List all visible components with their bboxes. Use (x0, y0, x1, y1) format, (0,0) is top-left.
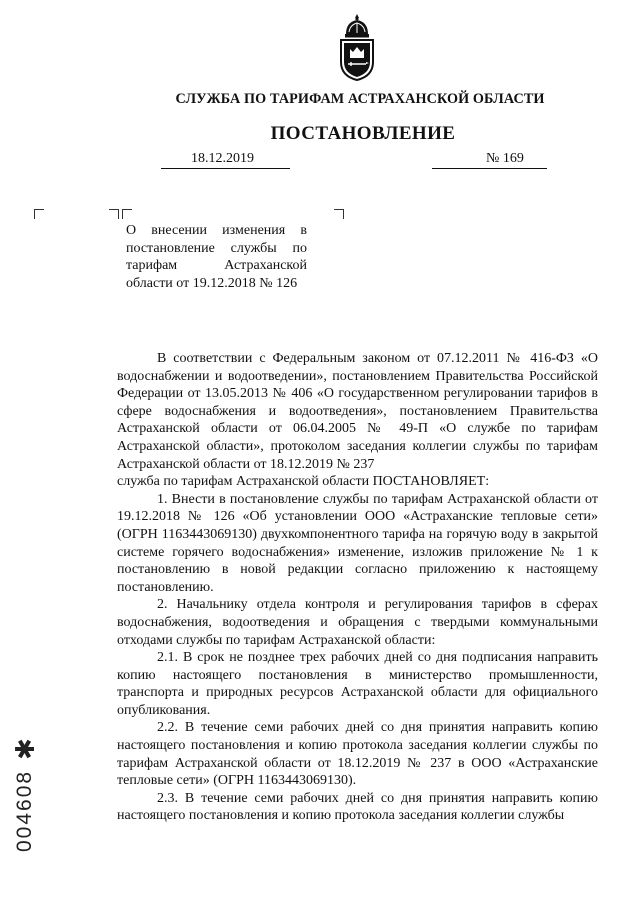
document-type-title: ПОСТАНОВЛЕНИЕ (270, 123, 456, 144)
margin-registration-stamp (10, 722, 40, 852)
document-body (117, 350, 598, 825)
body-subparagraph: 2.2. В течение семи рабочих дней со дня принятия направить копию настоящего постановления и копию протокола заседания коллегии службы по тарифам Астраханской области от 18.12.2019 № 237 в ООО «Астраханские тепловые сети» (ОГРН 1163443069130). (117, 720, 598, 789)
body-subparagraph: 2.3. В течение семи рабочих дней со дня принятия направить копию настоящего постановления и копию протокола заседания коллегии службы (117, 790, 598, 824)
coat-of-arms-icon (334, 12, 380, 82)
stamp-code: 004608 (13, 769, 36, 852)
document-number-field (432, 151, 547, 169)
subject-line: постановление службы по (126, 240, 307, 256)
body-paragraph: 1. Внести в постановление службы по тарифам Астраханской области от 19.12.2018 № 126 «Об установлении ООО «Астраханские тепловые сети» (ОГРН 1163443069130) двухкомпонентного тарифа на горячую воду в закрытой системе горячего водоснабжения» изменение, изложив приложение № 1 к постановлению в новой редакции согласно приложению к настоящему постановлению. (117, 491, 598, 595)
document-date: 18.12.2019 (191, 151, 254, 166)
bracket-corner-top-right (334, 209, 344, 219)
subject-line: области от 19.12.2018 № 126 (126, 275, 298, 291)
body-paragraph: 2. Начальнику отдела контроля и регулирования тарифов в сферах водоснабжения, водоотведения и обращения с твердыми коммунальными отходами службы по тарифам Астраханской области: (117, 597, 598, 648)
body-paragraph: В соответствии с Федеральным законом от 07.12.2011 № 416-ФЗ «О водоснабжении и водоотведении», постановлением Правительства Российской Федерации от 13.05.2013 № 406 «О государственном регулировании тарифов в сфере водоснабжения и водоотведения», постановлением Правительства Астраханской области от 06.04.2005 № 49-П «О службе по тарифам Астраханской области», протоколом заседания коллегии службы по тарифам Астраханской области от 18.12.2019 № 237 (117, 351, 598, 472)
bracket-corner-top-left (122, 209, 132, 219)
asterisk-icon: ✱ (10, 736, 40, 760)
organization-name: СЛУЖБА ПО ТАРИФАМ АСТРАХАНСКОЙ ОБЛАСТИ (175, 91, 545, 107)
subject-line: тарифам Астраханской (126, 258, 307, 273)
bracket-corner-top-left (34, 209, 44, 219)
bracket-corner-top-right (109, 209, 119, 219)
document-number: № 169 (486, 151, 524, 166)
document-subject (126, 222, 307, 292)
body-subparagraph: 2.1. В срок не позднее трех рабочих дней со дня подписания направить копию настоящего постановления в министерство промышленности, транспорта и природных ресурсов Астраханской области для официального опубликования. (117, 650, 598, 718)
subject-line: О внесении изменения в (126, 223, 307, 238)
document-date-field (161, 151, 290, 169)
resolution-clause: служба по тарифам Астраханской области ПОСТАНОВЛЯЕТ: (117, 474, 490, 490)
